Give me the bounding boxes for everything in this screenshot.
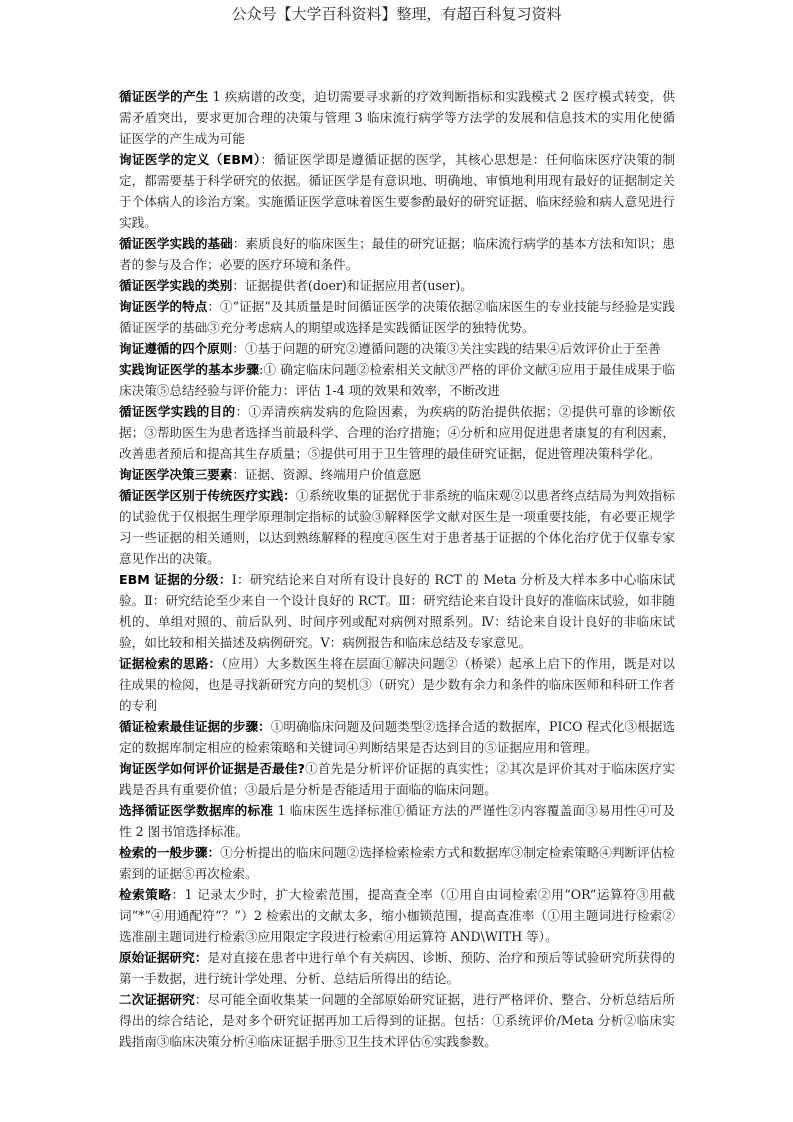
- paragraph: [119, 653, 675, 716]
- paragraph-heading: 询证医学的定义（EBM）: [119, 152, 261, 167]
- paragraph-heading: 循证医学实践的类别: [119, 278, 233, 293]
- paragraph: [119, 485, 675, 569]
- paragraph-text: ①系统收集的证据优于非系统的临床观②以患者终点结局为判效指标的试验优于仅根据生理学原理制定指标的试验③解释医学文献对医生是一项重要技能，有必要正规学习一些证据的相关通则，以达到熟练解释的程度④医生对于患者基于证据的个体化治疗优于仅靠专家意见作出的决策。: [119, 488, 676, 566]
- paragraph-text: ：尽可能全面收集某一问题的全部原始研究证据，进行严格评价、整合、分析总结后所得出的综合结论，是对多个研究证据再加工后得到的证据。包括：①系统评价/Meta 分析②临床实践指南③临床决策分析④临床证据手册⑤卫生技术评估⑥实践参数。: [119, 992, 676, 1049]
- paragraph: [119, 947, 675, 989]
- paragraph-heading: 循证医学的产生: [119, 89, 209, 104]
- paragraph-heading: 询证医学如何评价证据是否最佳?: [119, 761, 305, 776]
- paragraph: [119, 359, 675, 401]
- paragraph-heading: 循证医学区别于传统医疗实践：: [119, 488, 296, 503]
- paragraph-text: ：1 记录太少时，扩大检索范围，提高查全率（①用自由词检索②用“OR”运算符③用截词“*”④用通配符“？”）2 检索出的文献太多，缩小枷锁范围，提高查准率（①用主题词进行检索②选准副主题词进行检索③应用限定字段进行检索④用运算符 AND\WITH 等）。: [119, 887, 676, 944]
- paragraph-text: ：①“证据”及其质量是时间循证医学的决策依据②临床医生的专业技能与经验是实践循证医学的基础③充分考虑病人的期望或选择是实践循证医学的独特优势。: [119, 299, 676, 335]
- paragraph-heading: 证据检索的思路：: [119, 656, 222, 671]
- paragraph-heading: 循证医学实践的基础: [119, 236, 233, 251]
- paragraph: [119, 569, 675, 653]
- paragraph-text: ①首先是分析评价证据的真实性；②其次是评价其对于临床医疗实践是否具有重要价值；③最后是分析是否能适用于面临的临床问题。: [119, 761, 675, 797]
- paragraph: [119, 296, 675, 338]
- paragraph: [119, 989, 675, 1052]
- paragraph-text: ①分析提出的临床问题②选择检索检索方式和数据库③制定检索策略④判断评估检索到的证据⑤再次检索。: [119, 845, 676, 881]
- paragraph: [119, 149, 675, 233]
- paragraph-heading: 询证医学的特点: [119, 299, 208, 314]
- paragraph: [119, 884, 675, 947]
- paragraph-heading: 选择循证医学数据库的标准: [119, 803, 274, 818]
- paragraph-text: ：①基于问题的研究②遵循问题的决策③关注实践的结果④后效评价止于至善: [232, 341, 661, 356]
- paragraph: [119, 758, 675, 800]
- paragraph-heading: 实践询证医学的基本步骤: [119, 362, 260, 377]
- paragraph-text: :① 确定临床问题②检索相关文献③严格的评价文献④应用于最佳成果于临床决策⑤总结经验与评价能力：评估 1-4 项的效果和效率，不断改进: [119, 362, 676, 398]
- document-body: [119, 86, 675, 1052]
- page-header: 公众号【大学百科资料】整理，有超百科复习资料: [231, 5, 562, 23]
- paragraph-heading: 询证医学决策三要素: [119, 467, 233, 482]
- paragraph-text: ：证据提供者(doer)和证据应用者(user)。: [232, 278, 473, 293]
- paragraph-text: ①明确临床问题及问题类型②选择合适的数据库，PICO 程式化③根据选定的数据库制定相应的检索策略和关键词④判断结果是否达到目的⑤证据应用和管理。: [119, 719, 675, 755]
- paragraph: [119, 842, 675, 884]
- paragraph: [119, 464, 675, 485]
- paragraph: [119, 275, 675, 296]
- paragraph-text: ：素质良好的临床医生；最佳的研究证据；临床流行病学的基本方法和知识；患者的参与及合作；必要的医疗环境和条件。: [119, 236, 676, 272]
- paragraph-heading: 循证医学实践的目的: [119, 404, 236, 419]
- paragraph: [119, 401, 675, 464]
- paragraph-text: ：证据、资源、终端用户价值意愿: [232, 467, 422, 482]
- paragraph-heading: 检索的一般步骤：: [119, 845, 221, 860]
- paragraph-text: 1 临床医生选择标准①循证方法的严谨性②内容覆盖面③易用性④可及性 2 图书馆选择标准。: [119, 803, 676, 839]
- paragraph-heading: 检索策略: [119, 887, 172, 902]
- paragraph-text: 1 疾病谱的改变，迫切需要寻求新的疗效判断指标和实践模式 2 医疗模式转变，供需矛盾突出，要求更加合理的决策与管理 3 临床流行病学等方法学的发展和信息技术的实用化使循证医学的产生成为可能: [119, 89, 675, 146]
- paragraph: [119, 86, 675, 149]
- paragraph-heading: 二次证据研究: [119, 992, 195, 1007]
- paragraph-text: ：①弄清疾病发病的危险因素，为疾病的防治提供依据；②提供可靠的诊断依据；③帮助医生为患者选择当前最科学、合理的治疗措施；④分析和应用促进患者康复的有利因素，改善患者预后和提高其生存质量；⑤提供可用于卫生管理的最佳研究证据，促进管理决策科学化。: [119, 404, 676, 461]
- paragraph-text: I：研究结论来自对所有设计良好的 RCT 的 Meta 分析及大样本多中心临床试验。Ⅱ：研究结论至少来自一个设计良好的 RCT。Ⅲ：研究结论来自设计良好的准临床试验，如非随机的、单组对照的、前后队列、时间序列或配对病例对照系列。Ⅳ：结论来自设计良好的非临床试验，如比较和相关描述及病例研究。Ⅴ：病例报告和临床总结及专家意见。: [119, 572, 675, 650]
- paragraph-text: 是对直接在患者中进行单个有关病因、诊断、预防、治疗和预后等试验研究所获得的第一手数据，进行统计学处理、分析、总结后所得出的结论。: [119, 950, 676, 986]
- paragraph-heading: 循证检索最佳证据的步骤：: [119, 719, 271, 734]
- paragraph: [119, 800, 675, 842]
- paragraph-heading: 原始证据研究：: [119, 950, 208, 965]
- paragraph-text: （应用）大多数医生将在层面①解决问题②（桥梁）起承上启下的作用，既是对以往成果的检阅，也是寻找新研究方向的契机③（研究）是少数有余力和条件的临床医师和科研工作者的专利: [119, 656, 676, 713]
- paragraph-heading: EBM 证据的分级：: [119, 572, 232, 587]
- paragraph-text: ：循证医学即是遵循证据的医学，其核心思想是：任何临床医疗决策的制定，都需要基于科学研究的依据。循证医学是有意识地、明确地、审慎地利用现有最好的证据制定关于个体病人的诊治方案。实施循证医学意味着医生要参酌最好的研究证据、临床经验和病人意见进行实践。: [119, 152, 676, 230]
- paragraph: [119, 338, 675, 359]
- paragraph: [119, 233, 675, 275]
- paragraph: [119, 716, 675, 758]
- paragraph-heading: 询证遵循的四个原则: [119, 341, 233, 356]
